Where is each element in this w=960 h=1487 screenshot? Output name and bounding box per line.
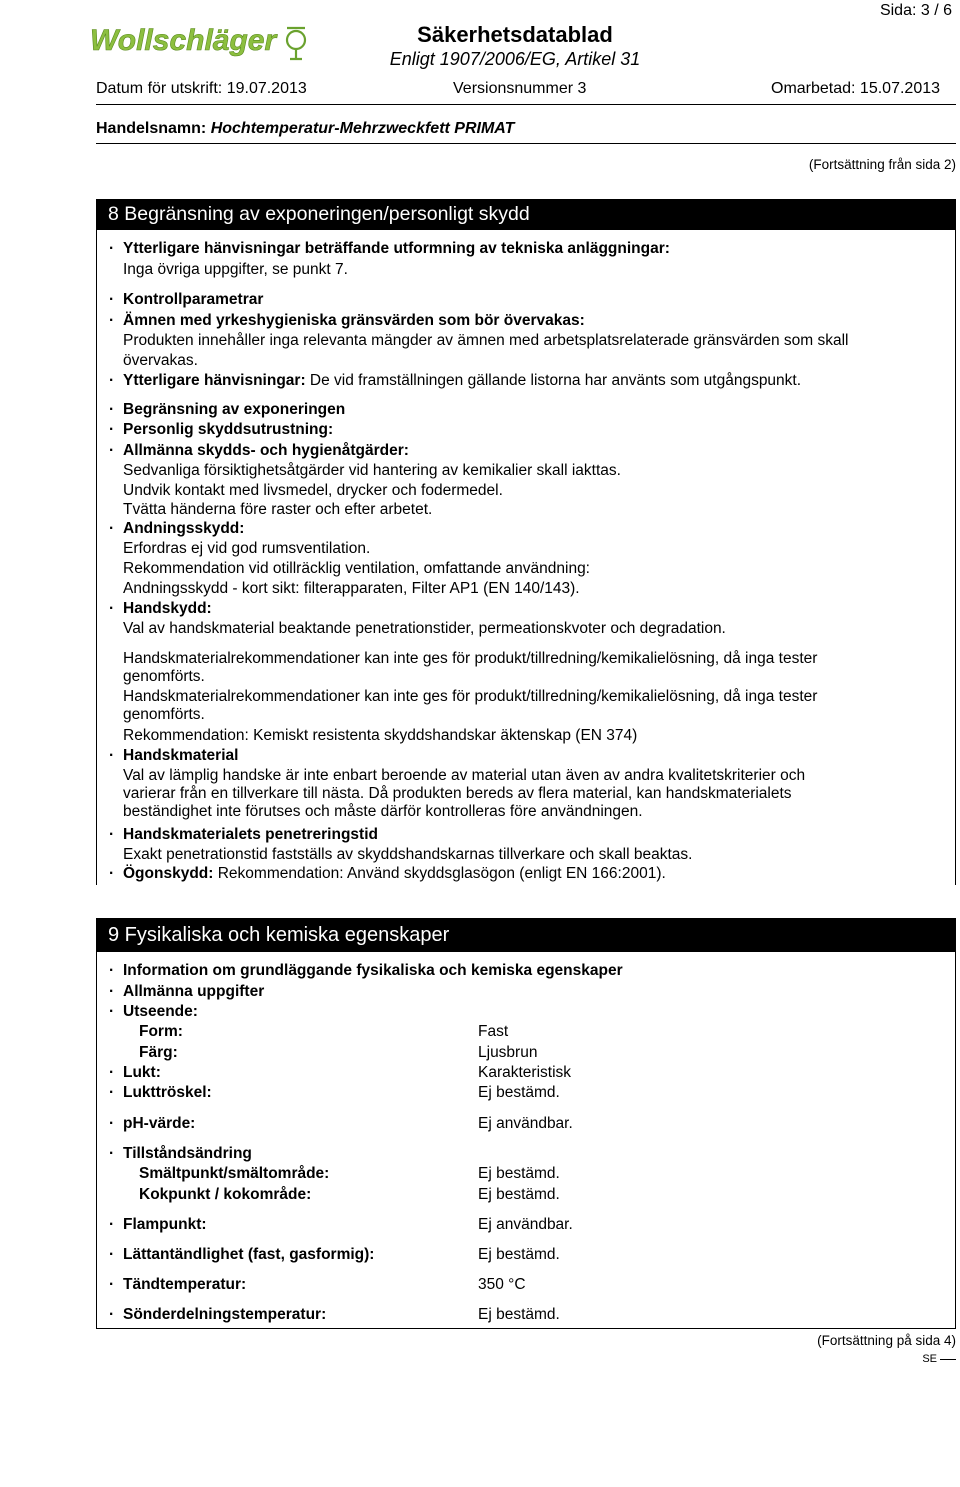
logo-wordmark: Wollschläger xyxy=(90,24,277,57)
property-value-melting-point: Ej bestämd. xyxy=(478,1165,560,1182)
exposure-limits-text: Produkten innehåller inga relevanta mängder av ämnen med arbetsplatsrelaterade gränsvärden som skall xyxy=(123,332,849,349)
control-params-heading: · Kontrollparametrar xyxy=(123,291,263,309)
property-value-ignition-temp: 350 °C xyxy=(478,1276,526,1293)
hygiene-heading: · Allmänna skydds- och hygienåtgärder: xyxy=(123,442,409,460)
tech-notes-text: Inga övriga uppgifter, se punkt 7. xyxy=(123,261,348,278)
general-info-heading: · Allmänna uppgifter xyxy=(123,983,264,1001)
glove-recommendation-3: Rekommendation: Kemiskt resistenta skyddshandskar äktenskap (EN 374) xyxy=(123,727,638,744)
property-label-melting-point: Smältpunkt/smältområde: xyxy=(139,1165,330,1182)
trade-name-value: Hochtemperatur-Mehrzweckfett PRIMAT xyxy=(210,120,515,137)
header-divider xyxy=(96,104,956,105)
exposure-limits-text-2: övervakas. xyxy=(123,352,198,369)
property-label-form: Form: xyxy=(139,1023,183,1040)
glove-material-heading: · Handskmaterial xyxy=(123,747,238,765)
property-value-form: Fast xyxy=(478,1023,509,1040)
hygiene-line-3: Tvätta händerna före raster och efter arbetet. xyxy=(123,501,433,518)
penetration-time-heading: · Handskmaterialets penetreringstid xyxy=(123,826,378,844)
hygiene-line-2: Undvik kontakt med livsmedel, drycker och fodermedel. xyxy=(123,482,503,499)
page-number: Sida: 3 / 6 xyxy=(879,2,952,19)
hygiene-line-1: Sedvanliga försiktighetsåtgärder vid hantering av kemikalier skall iakttas. xyxy=(123,462,621,479)
hand-protection-heading: · Handskydd: xyxy=(123,600,212,618)
property-label-ignition-temp: · Tändtemperatur: xyxy=(123,1276,246,1294)
property-label-decomposition-temp: · Sönderdelningstemperatur: xyxy=(123,1306,326,1324)
trade-name xyxy=(96,120,514,138)
trade-name-label: Handelsnamn: xyxy=(96,120,207,137)
continued-from: (Fortsättning från sida 2) xyxy=(808,157,956,172)
trade-divider xyxy=(96,143,956,144)
property-label-odor: · Lukt: xyxy=(123,1064,161,1082)
section-8-header: 8 Begränsning av exponeringen/personligt skydd xyxy=(96,199,956,230)
exposure-limitation-heading: · Begränsning av exponeringen xyxy=(123,401,345,419)
section-9-header: 9 Fysikaliska och kemiska egenskaper xyxy=(96,918,956,952)
property-value-decomposition-temp: Ej bestämd. xyxy=(478,1306,560,1323)
glove-recommendation-1: Handskmaterialrekommendationer kan inte ges för produkt/tillredning/kemikalielösning, då inga tester genomförts. xyxy=(123,650,818,685)
appearance-heading: · Utseende: xyxy=(123,1003,198,1021)
property-value-odor: Karakteristisk xyxy=(478,1064,572,1081)
revised-date: Omarbetad: 15.07.2013 xyxy=(771,80,941,97)
respiratory-heading: · Andningsskydd: xyxy=(123,520,244,538)
basic-properties-heading: · Information om grundläggande fysikaliska och kemiska egenskaper xyxy=(123,962,623,980)
property-value-flash-point: Ej användbar. xyxy=(478,1216,573,1233)
property-label-color: Färg: xyxy=(139,1044,178,1061)
property-value-boiling-point: Ej bestämd. xyxy=(478,1186,560,1203)
document-subtitle: Enligt 1907/2006/EG, Artikel 31 xyxy=(389,49,641,69)
property-label-boiling-point: Kokpunkt / kokområde: xyxy=(139,1186,312,1203)
tech-notes-heading: · Ytterligare hänvisningar beträffande utformning av tekniska anläggningar: xyxy=(123,240,670,258)
exposure-limits-heading: · Ämnen med yrkeshygieniska gränsvärden som bör övervakas: xyxy=(123,312,585,330)
property-label-flash-point: · Flampunkt: xyxy=(123,1216,207,1234)
glove-material-text: Val av lämplig handske är inte enbart beroende av material utan även av andra kvalitetskriterier och varierar från en tillverkare till nästa. Då produkten bereds av flera material, kan handskmaterialets beständighet inte förutses och måste därför kontrolleras före användningen. xyxy=(123,767,806,820)
property-value-color: Ljusbrun xyxy=(478,1044,538,1061)
section-9-box xyxy=(96,952,956,1329)
hand-protection-line: Val av handskmaterial beaktande penetrationstider, permeationskvoter och degradation. xyxy=(123,620,726,637)
print-date: Datum för utskrift: 19.07.2013 xyxy=(96,80,307,97)
respiratory-line-2: Rekommendation vid otillräcklig ventilation, omfattande användning: xyxy=(123,560,590,577)
glove-recommendation-2: Handskmaterialrekommendationer kan inte ges för produkt/tillredning/kemikalielösning, då inga tester genomförts. xyxy=(123,688,818,723)
property-label-odor-threshold: · Lukttröskel: xyxy=(123,1084,212,1102)
property-label-ph: · pH-värde: xyxy=(123,1115,195,1133)
respiratory-line-3: Andningsskydd - kort sikt: filterapparaten, Filter AP1 (EN 140/143). xyxy=(123,580,580,597)
property-label-flammability: · Lättantändlighet (fast, gasformig): xyxy=(123,1246,374,1264)
property-label-state-change: · Tillståndsändring xyxy=(123,1145,252,1163)
property-value-odor-threshold: Ej bestämd. xyxy=(478,1084,560,1101)
continued-to: (Fortsättning på sida 4) xyxy=(817,1333,956,1348)
penetration-time-text: Exakt penetrationstid fastställs av skyddshandskarnas tillverkare och skall beaktas. xyxy=(123,846,693,863)
document-title: Säkerhetsdatablad xyxy=(417,22,613,47)
language-code: SE xyxy=(922,1353,956,1365)
ppe-heading: · Personlig skyddsutrustning: xyxy=(123,421,333,439)
additional-notes: · Ytterligare hänvisningar: De vid framställningen gällande listorna har använts som utgångspunkt. xyxy=(123,372,801,390)
version-number: Versionsnummer 3 xyxy=(453,80,587,97)
respiratory-line-1: Erfordras ej vid god rumsventilation. xyxy=(123,540,371,557)
property-value-flammability: Ej bestämd. xyxy=(478,1246,560,1263)
eye-protection: · Ögonskydd: Rekommendation: Använd skyddsglasögon (enligt EN 166:2001). xyxy=(123,865,666,883)
property-value-ph: Ej användbar. xyxy=(478,1115,573,1132)
